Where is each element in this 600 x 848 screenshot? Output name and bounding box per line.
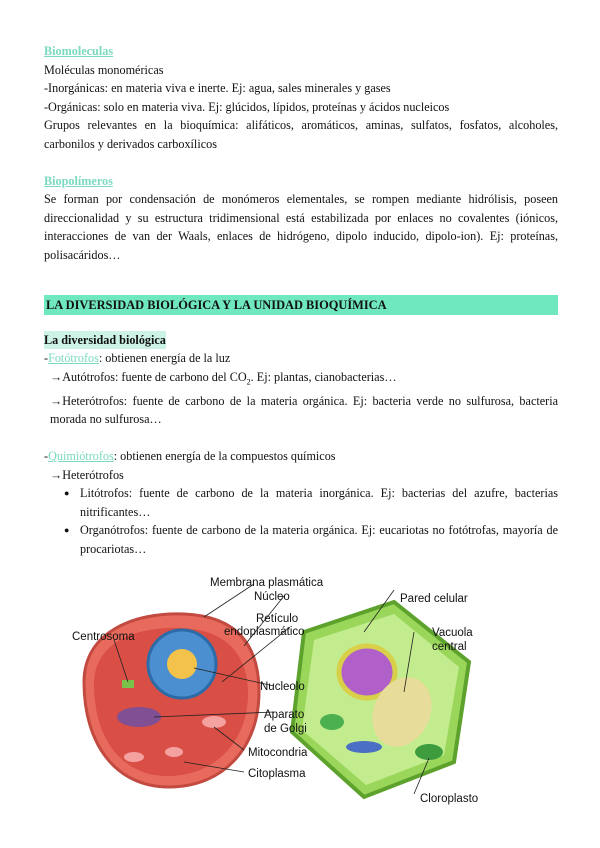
autotrofos-sub: 2 — [246, 377, 251, 387]
quimio-prefix: - — [44, 448, 49, 463]
label-vacuola-2: central — [432, 641, 467, 653]
label-membrana: Membrana plasmática — [210, 577, 324, 589]
label-mitocondria: Mitocondria — [248, 747, 308, 759]
label-reticulo-2: endoplasmático — [224, 626, 305, 638]
biomoleculas-line-4: Grupos relevantes en la bioquímica: alifáticos, aromáticos, aminas, sulfatos, fosfatos, alcoholes, carbonilos y derivados carboxílicos — [44, 118, 558, 151]
label-centrosoma: Centrosoma — [72, 631, 135, 643]
label-aparato-1: Aparato — [264, 709, 305, 721]
list-item: ● Organótrofos: fuente de carbono de la materia orgánica. Ej: eucariotas no fotótrofas, mayoría de procariotas… — [64, 521, 558, 558]
label-nucleo: Núcleo — [254, 591, 290, 603]
fototrofos-prefix: - — [44, 351, 49, 366]
label-citoplasma: Citoplasma — [248, 768, 306, 780]
biomoleculas-line-1: Moléculas monoméricas — [44, 62, 164, 77]
label-nucleolo: Nucleolo — [260, 681, 305, 693]
quimiotrofos-line — [44, 447, 558, 466]
subsection-title: La diversidad biológica — [44, 331, 166, 350]
biomoleculas-heading[interactable]: Biomoleculas — [44, 44, 114, 58]
heterotrofos-line-1: →Heterótrofos: fuente de carbono de la materia orgánica. Ej: bacteria verde no sulfurosa, bacteria morada no sulfurosa… — [50, 393, 558, 427]
biopolimeros-text: Se forman por condensación de monómeros elementales, se rompen mediante hidrólisis, poseen direccionalidad y su estructura tridimensional está estabilizada por enlaces no covalentes (iónicos, interacciones de van der Waals, enlaces de hidrógeno, dipolo inducido, dipolo-ion). Ej: proteínas, polisacáridos… — [44, 192, 558, 262]
label-pared: Pared celular — [400, 593, 468, 605]
nucleolus-shape — [167, 649, 197, 679]
autotrofos-line — [44, 368, 558, 392]
biopolimeros-heading[interactable]: Biopolímeros — [44, 173, 113, 188]
label-cloroplasto: Cloroplasto — [420, 793, 479, 805]
list-item: ● Litótrofos: fuente de carbono de la materia inorgánica. Ej: bacterias del azufre, bacterias nitrificantes… — [64, 484, 558, 521]
heterotrofos-line-2: →Heterótrofos — [50, 467, 124, 482]
section-title: LA DIVERSIDAD BIOLÓGICA Y LA UNIDAD BIOQUÍMICA — [44, 295, 558, 315]
cell-diagram — [64, 572, 484, 812]
document-page — [44, 42, 558, 559]
trofos-bullet-list — [44, 484, 558, 558]
fototrofos-line — [44, 349, 558, 368]
fototrofos-text: : obtienen energía de la luz — [98, 351, 231, 366]
biomoleculas-line-3: -Orgánicas: solo en materia viva. Ej: glúcidos, lípidos, proteínas y ácidos nucleicos — [44, 99, 450, 114]
label-reticulo-1: Retículo — [256, 613, 299, 625]
quimio-text: : obtienen energía de la compuestos químicos — [113, 448, 336, 463]
quimiotrofos-link[interactable]: Quimiótrofos — [48, 448, 114, 463]
label-aparato-2: de Golgi — [264, 723, 307, 735]
biomoleculas-line-2: -Inorgánicas: en materia viva e inerte. Ej: agua, sales minerales y gases — [44, 81, 391, 96]
autotrofos-pre: →Autótrofos: fuente de carbono del CO — [50, 369, 247, 384]
autotrofos-post: . Ej: plantas, cianobacterias… — [250, 369, 397, 384]
fototrofos-link[interactable]: Fotótrofos — [48, 351, 99, 366]
label-vacuola-1: Vacuola — [432, 627, 473, 639]
